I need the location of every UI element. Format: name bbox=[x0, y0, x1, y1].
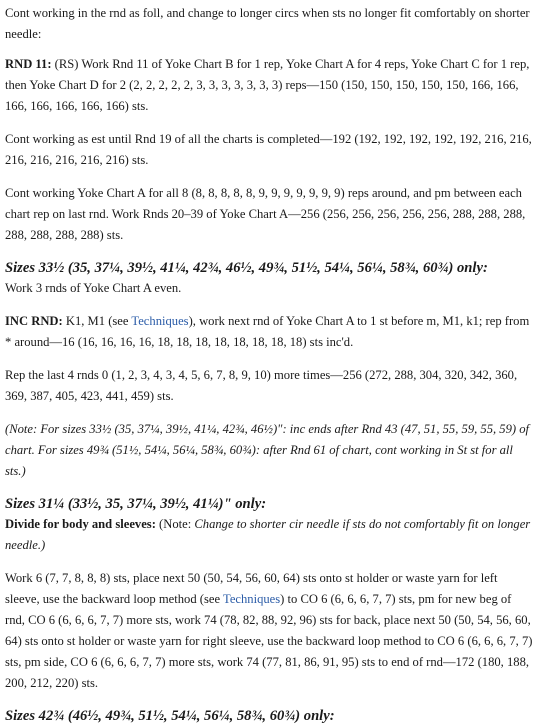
repeat-paragraph: Rep the last 4 rnds 0 (1, 2, 3, 4, 3, 4, 5, 6, 7, 8, 9, 10) more times—256 (272, 288, 304, 320, 342, 360, 369, 387, 405, 423, 441, 459) sts. bbox=[5, 368, 518, 403]
note-paragraph: (Note: For sizes 33½ (35, 37¼, 39½, 41¼, 42¾, 46½)": inc ends after Rnd 43 (47, 51, 55, 59, 55, 59) of chart. For sizes 49¾ (51½, 54¼, 56¼, 58¾, 60¾): after Rnd 61 of chart, cont working in St st for all sts.) bbox=[5, 422, 530, 478]
divide-paragraph bbox=[5, 514, 534, 556]
sizes-heading-1: Sizes 33½ (35, 37¼, 39½, 41¼, 42¾, 46½, 49¾, 51½, 54¼, 56¼, 58¾, 60¾) only: bbox=[5, 260, 488, 276]
sizes-section-2 bbox=[5, 494, 534, 556]
inc-rnd-pre: K1, M1 (see bbox=[62, 314, 132, 328]
divide-note-pre: (Note: bbox=[155, 517, 195, 531]
divide-instructions-paragraph bbox=[5, 568, 534, 694]
rnd-11-text: (RS) Work Rnd 11 of Yoke Chart B for 1 rep, Yoke Chart A for 4 reps, Yoke Chart C for 1 rep, then Yoke Chart D for 2 (2, 2, 2, 2, 2, 3, 3, 3, 3, 3, 3, 3) reps—150 (150, 150, 150, 150, 150, 166, 166, 166, 166, 166, 166, 166) sts. bbox=[5, 57, 530, 113]
divide-label: Divide for body and sleeves: bbox=[5, 517, 156, 531]
divide-instructions-post: ) to CO 6 (6, 6, 6, 7, 7) sts, pm for new beg of rnd, CO 6 (6, 6, 6, 7, 7) more sts, work 74 (78, 82, 88, 92, 96) sts for back, place next 50 (50, 54, 56, 60, 64) sts onto st holder or waste yarn for right sleeve, use the backward loop method to CO 6 (6, 6, 6, 7, 7) sts, pm side, CO 6 (6, 6, 6, 7, 7) more sts, work 74 (77, 81, 86, 91, 95) sts to end of rnd—172 (180, 188, 200, 212, 220) sts. bbox=[5, 592, 533, 690]
techniques-link-2[interactable]: Techniques bbox=[223, 592, 281, 606]
sizes-subtext-1: Work 3 rnds of Yoke Chart A even. bbox=[5, 281, 182, 295]
inc-rnd-paragraph bbox=[5, 311, 534, 353]
techniques-link-1[interactable]: Techniques bbox=[131, 314, 189, 328]
sizes-heading-3: Sizes 42¾ (46½, 49¾, 51½, 54¼, 56¼, 58¾, 60¾) only: bbox=[5, 708, 335, 724]
divide-note-italic: Change to shorter cir needle if sts do not comfortably fit on longer needle.) bbox=[5, 517, 531, 552]
inc-rnd-label: INC RND: bbox=[5, 314, 63, 328]
rnd-11-label: RND 11: bbox=[5, 57, 52, 71]
sizes-heading-2: Sizes 31¼ (33½, 35, 37¼, 39½, 41¼)" only: bbox=[5, 496, 267, 512]
sizes-section-1 bbox=[5, 258, 534, 299]
intro-paragraph: Cont working in the rnd as foll, and change to longer circs when sts no longer fit comfortably on shorter needle: bbox=[5, 6, 530, 41]
divide-instructions-pre: Work 6 (7, 7, 8, 8, 8) sts, place next 50 (50, 54, 56, 60, 64) sts onto st holder or waste yarn for left sleeve, use the backward loop method (see bbox=[5, 571, 498, 606]
yoke-chart-a-paragraph: Cont working Yoke Chart A for all 8 (8, 8, 8, 8, 8, 9, 9, 9, 9, 9, 9, 9) reps around, and pm between each chart rep on last rnd. Work Rnds 20–39 of Yoke Chart A—256 (256, 256, 256, 256, 256, 288, 288, 288, 288, 288, 288, 288) sts. bbox=[5, 186, 526, 242]
cont-working-paragraph: Cont working as est until Rnd 19 of all the charts is completed—192 (192, 192, 192, 192, 192, 216, 216, 216, 216, 216, 216, 216) sts. bbox=[5, 132, 532, 167]
inc-rnd-post: ), work next rnd of Yoke Chart A to 1 st before m, M1, k1; rep from * around—16 (16, 16, 16, 16, 18, 18, 18, 18, 18, 18, 18, 18) sts inc'd. bbox=[5, 314, 530, 349]
rnd-11-paragraph bbox=[5, 54, 534, 117]
